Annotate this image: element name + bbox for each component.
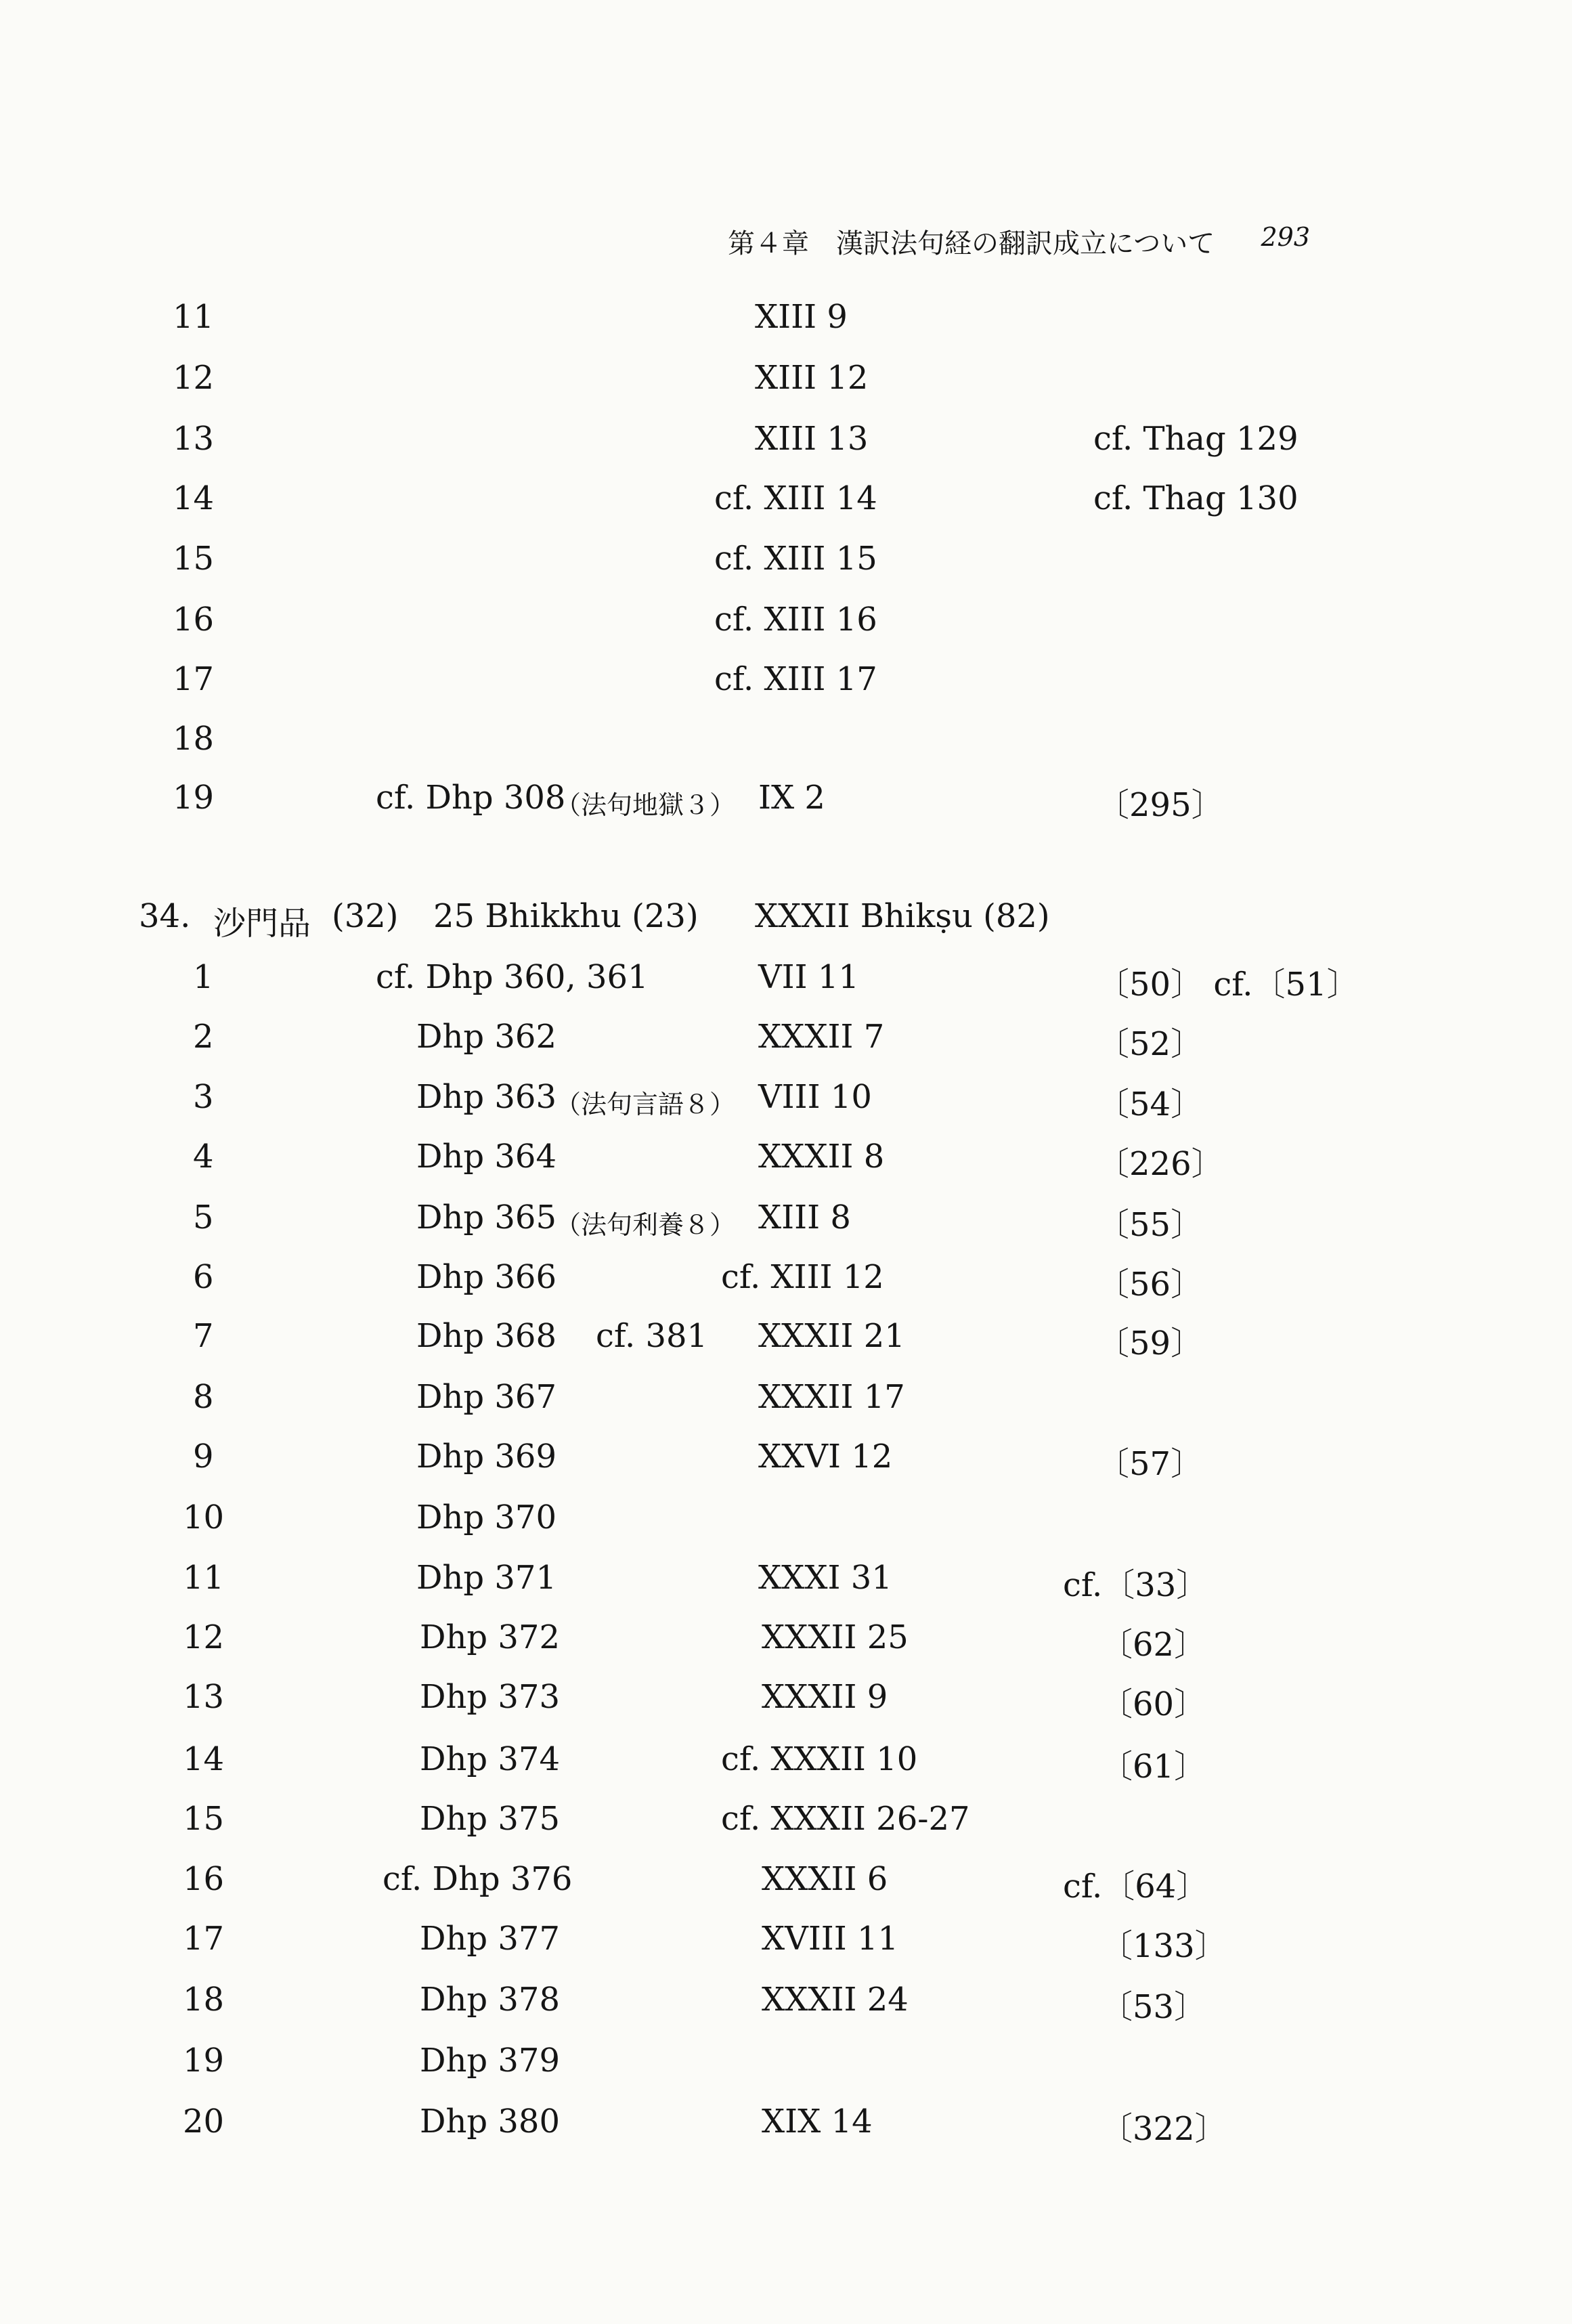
table-row — [0, 1981, 1572, 2028]
udana-ref: XIX 14 — [762, 2103, 873, 2140]
dhammapada-ref: Dhp 380 — [420, 2103, 560, 2140]
dhammapada-ref: Dhp 378 — [420, 1981, 560, 2019]
dhammapada-ref: Dhp 365 — [416, 1199, 556, 1236]
note-ref: 〔226〕 — [1097, 1145, 1224, 1183]
section-count: (32) — [332, 897, 399, 935]
udana-ref: XXXII 17 — [758, 1378, 905, 1416]
dhammapada-ref: Dhp 368 — [416, 1317, 556, 1355]
dhammapada-ref: Dhp 362 — [416, 1018, 556, 1056]
table-row — [0, 1499, 1572, 1546]
note-ref: cf.〔33〕 — [1063, 1566, 1209, 1604]
verse-number: 6 — [193, 1258, 214, 1296]
udana-ref: XVIII 11 — [762, 1920, 899, 1958]
verse-number: 15 — [173, 540, 215, 578]
verse-number: 8 — [193, 1378, 214, 1416]
dhammapada-ref: cf. Dhp 360, 361 — [376, 958, 649, 996]
chinese-chapter-ref: （法句言語８） — [555, 1090, 736, 1119]
table-row — [0, 1740, 1572, 1788]
table-row — [0, 1378, 1572, 1425]
table-row — [0, 1860, 1572, 1908]
verse-number: 17 — [173, 660, 215, 698]
dhammapada-ref: cf. Dhp 308 — [376, 779, 566, 817]
verse-number: 2 — [193, 1018, 214, 1056]
note-ref: 〔133〕 — [1100, 1927, 1227, 1965]
section-number: 34. — [139, 897, 191, 935]
udana-ref: cf. XIII 12 — [721, 1258, 884, 1296]
udana-ref: XXVI 12 — [758, 1438, 893, 1476]
verse-number: 7 — [193, 1317, 214, 1355]
table-row — [0, 479, 1572, 527]
table-row — [0, 2042, 1572, 2089]
udana-ref: XIII 12 — [755, 359, 869, 397]
table-row — [0, 1258, 1572, 1306]
note-ref: cf.〔64〕 — [1063, 1868, 1209, 1906]
table-row — [0, 2103, 1572, 2150]
dhammapada-ref: Dhp 374 — [420, 1740, 560, 1778]
udana-ref: cf. XIII 15 — [714, 540, 877, 578]
table-row — [0, 660, 1572, 708]
verse-number: 11 — [173, 298, 215, 336]
table-row — [0, 601, 1572, 648]
udana-ref: VII 11 — [758, 958, 859, 996]
dhammapada-ref: Dhp 377 — [420, 1920, 560, 1958]
note-ref: 〔62〕 — [1100, 1626, 1207, 1664]
dhammapada-ref: Dhp 370 — [416, 1499, 556, 1536]
udana-ref: cf. XXXII 26-27 — [721, 1800, 970, 1838]
table-row — [0, 1800, 1572, 1847]
note-ref: 〔52〕 — [1097, 1025, 1204, 1063]
table-row — [0, 720, 1572, 767]
table-row — [0, 420, 1572, 467]
note-ref: 〔53〕 — [1100, 1988, 1207, 2026]
dhammapada-ref: Dhp 371 — [416, 1559, 556, 1597]
verse-number: 9 — [193, 1438, 214, 1476]
note-ref: 〔50〕 cf.〔51〕 — [1097, 966, 1359, 1004]
udana-ref: XXXII 7 — [758, 1018, 885, 1056]
note-ref: 〔60〕 — [1100, 1685, 1207, 1723]
table-row — [0, 1199, 1572, 1246]
verse-number: 13 — [183, 1678, 225, 1716]
table-row — [0, 958, 1572, 1006]
table-row — [0, 1678, 1572, 1725]
udana-ref: cf. XXXII 10 — [721, 1740, 918, 1778]
chinese-chapter-ref: （法句地獄３） — [555, 790, 736, 820]
verse-number: 11 — [183, 1559, 225, 1597]
note-ref: cf. Thag 129 — [1093, 420, 1298, 458]
verse-number: 19 — [183, 2042, 225, 2080]
verse-number: 16 — [173, 601, 215, 639]
verse-number: 1 — [193, 958, 214, 996]
verse-number: 18 — [173, 720, 215, 758]
chapter-title: 第４章 漢訳法句経の翻訳成立について — [728, 228, 1215, 259]
verse-number: 18 — [183, 1981, 225, 2019]
table-row — [0, 779, 1572, 826]
dhammapada-ref: Dhp 379 — [420, 2042, 560, 2080]
section-heading — [139, 897, 1425, 945]
dhammapada-ref: Dhp 366 — [416, 1258, 556, 1296]
note-ref: 〔56〕 — [1097, 1266, 1204, 1304]
verse-number: 14 — [173, 479, 215, 517]
running-header — [728, 222, 1310, 263]
verse-number: 12 — [183, 1618, 225, 1656]
table-row — [0, 540, 1572, 587]
udana-ref: IX 2 — [758, 779, 825, 817]
note-ref: 〔55〕 — [1097, 1206, 1204, 1244]
dhammapada-ref: Dhp 367 — [416, 1378, 556, 1416]
dhammapada-ref: Dhp 369 — [416, 1438, 556, 1476]
udana-ref: XIII 9 — [755, 298, 848, 336]
udana-ref: XXXII 6 — [762, 1860, 888, 1898]
verse-number: 5 — [193, 1199, 214, 1236]
table-row — [0, 298, 1572, 345]
note-ref: 〔54〕 — [1097, 1085, 1204, 1123]
verse-number: 17 — [183, 1920, 225, 1958]
verse-number: 12 — [173, 359, 215, 397]
note-ref: 〔295〕 — [1097, 786, 1224, 824]
udana-ref: XIII 8 — [758, 1199, 851, 1236]
table-row — [0, 1138, 1572, 1185]
verse-number: 3 — [193, 1078, 214, 1116]
note-ref: 〔61〕 — [1100, 1748, 1207, 1786]
udana-ref: XXXII 9 — [762, 1678, 888, 1716]
sanskrit-chapter: XXXII Bhikṣu (82) — [755, 897, 1050, 935]
udana-ref: cf. XIII 16 — [714, 601, 877, 639]
verse-number: 16 — [183, 1860, 225, 1898]
table-row — [0, 1920, 1572, 1967]
pali-chapter: 25 Bhikkhu (23) — [433, 897, 699, 935]
dhammapada-ref: cf. Dhp 376 — [383, 1860, 573, 1898]
table-row — [0, 1559, 1572, 1606]
table-row — [0, 1317, 1572, 1364]
dhammapada-ref: Dhp 375 — [420, 1800, 560, 1838]
dhammapada-ref: Dhp 363 — [416, 1078, 556, 1116]
udana-ref: VIII 10 — [758, 1078, 872, 1116]
note-ref: 〔57〕 — [1097, 1445, 1204, 1483]
verse-number: 19 — [173, 779, 215, 817]
verse-number: 4 — [193, 1138, 214, 1176]
note-ref: 〔59〕 — [1097, 1325, 1204, 1362]
dhammapada-ref: Dhp 373 — [420, 1678, 560, 1716]
dhammapada-extra-ref: cf. 381 — [596, 1317, 708, 1355]
verse-number: 20 — [183, 2103, 225, 2140]
udana-ref: XXXII 8 — [758, 1138, 885, 1176]
verse-number: 15 — [183, 1800, 225, 1838]
note-ref: cf. Thag 130 — [1093, 479, 1298, 517]
verse-number: 14 — [183, 1740, 225, 1778]
udana-ref: XXXI 31 — [758, 1559, 892, 1597]
table-row — [0, 1618, 1572, 1666]
section-title: 沙門品 — [213, 905, 311, 943]
udana-ref: cf. XIII 17 — [714, 660, 877, 698]
verse-number: 13 — [173, 420, 215, 458]
table-row — [0, 1078, 1572, 1125]
table-row — [0, 359, 1572, 406]
verse-number: 10 — [183, 1499, 225, 1536]
udana-ref: XXXII 25 — [762, 1618, 909, 1656]
dhammapada-ref: Dhp 372 — [420, 1618, 560, 1656]
udana-ref: XIII 13 — [755, 420, 869, 458]
udana-ref: XXXII 21 — [758, 1317, 905, 1355]
udana-ref: cf. XIII 14 — [714, 479, 877, 517]
dhammapada-ref: Dhp 364 — [416, 1138, 556, 1176]
udana-ref: XXXII 24 — [762, 1981, 909, 2019]
table-row — [0, 1018, 1572, 1065]
page-number: 293 — [1261, 222, 1310, 252]
note-ref: 〔322〕 — [1100, 2110, 1227, 2148]
chinese-chapter-ref: （法句利養８） — [555, 1210, 736, 1240]
table-row — [0, 1438, 1572, 1485]
